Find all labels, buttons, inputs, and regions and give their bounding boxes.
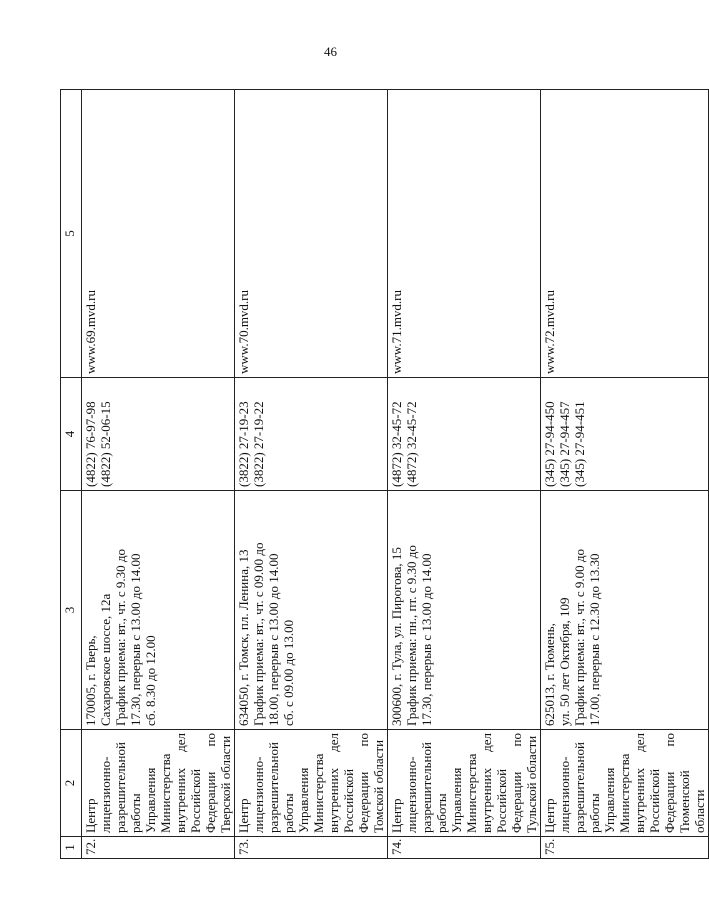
address-line: График приема: вт., чт. с 9.00 до xyxy=(572,548,587,726)
phone-number: (345) 27-94-457 xyxy=(557,401,572,487)
column-header-5: 5 xyxy=(61,90,82,378)
phone-number: (4872) 32-45-72 xyxy=(389,401,404,487)
address-line: 17.30, перерыв с 13.00 до 14.00 xyxy=(128,553,143,726)
address-schedule xyxy=(541,491,709,730)
address-line: Сахаровское шоссе, 12а xyxy=(98,593,113,726)
address-line: График приема: пн., пт. с 9.30 до xyxy=(404,545,419,726)
phones xyxy=(235,378,388,491)
address-line: График приема: вт., чт. с 9.30 до xyxy=(113,548,128,726)
phone-number: (345) 27-94-451 xyxy=(572,401,587,487)
rotated-table-container xyxy=(60,89,707,859)
address-line: сб. 8.30 до 12.00 xyxy=(143,635,158,726)
address-line: 17.00, перерыв с 12.30 до 13.30 xyxy=(587,553,602,726)
address-line: 170005, г. Тверь, xyxy=(83,635,98,726)
address-line: 625013, г. Тюмень, xyxy=(542,623,557,726)
website: www.70.mvd.ru xyxy=(235,90,388,378)
phone-number: (3822) 27-19-23 xyxy=(236,401,251,487)
table-row xyxy=(388,90,541,859)
address-schedule xyxy=(82,491,235,730)
table-row xyxy=(82,90,235,859)
row-number: 75. xyxy=(541,837,709,859)
address-schedule xyxy=(388,491,541,730)
organization-name: Центр лицензионно-разрешительной работы Управления Министерства внутренних дел Российской Федерации по Тульской области xyxy=(388,730,541,837)
column-header-3: 3 xyxy=(61,491,82,730)
column-header-1: 1 xyxy=(61,837,82,859)
table-row xyxy=(541,90,709,859)
address-line: сб. с 09.00 до 13.00 xyxy=(281,619,296,726)
phones xyxy=(388,378,541,491)
address-line: 634050, г. Томск, пл. Ленина, 13 xyxy=(236,549,251,726)
phone-number: (4872) 32-45-72 xyxy=(404,401,419,487)
organization-name: Центр лицензионно-разрешительной работы Управления Министерства внутренних дел Российской Федерации по Тверской области xyxy=(82,730,235,837)
address-line: График приема: вт., чт. с 09.00 до xyxy=(251,542,266,726)
phone-number: (3822) 27-19-22 xyxy=(251,401,266,487)
address-line: 17.30, перерыв с 13.00 до 14.00 xyxy=(419,553,434,726)
row-number: 74. xyxy=(388,837,541,859)
phone-number: (4822) 76-97-98 xyxy=(83,401,98,487)
address-schedule xyxy=(235,491,388,730)
website: www.72.mvd.ru xyxy=(541,90,709,378)
row-number: 73. xyxy=(235,837,388,859)
column-header-2: 2 xyxy=(61,730,82,837)
column-header-4: 4 xyxy=(61,378,82,491)
header-row xyxy=(61,90,82,859)
website: www.69.mvd.ru xyxy=(82,90,235,378)
phone-number: (345) 27-94-450 xyxy=(542,401,557,487)
phone-number: (4822) 52-06-15 xyxy=(98,401,113,487)
phones xyxy=(541,378,709,491)
phones xyxy=(82,378,235,491)
row-number: 72. xyxy=(82,837,235,859)
organization-name: Центр лицензионно-разрешительной работы Управления Министерства внутренних дел Российской Федерации по Тюменской области xyxy=(541,730,709,837)
address-line: 300600, г. Тула, ул. Пирогова, 15 xyxy=(389,547,404,726)
table-row xyxy=(235,90,388,859)
website: www.71.mvd.ru xyxy=(388,90,541,378)
contacts-table xyxy=(60,89,709,859)
address-line: 18.00, перерыв с 13.00 до 14.00 xyxy=(266,553,281,726)
address-line: ул. 50 лет Октября, 109 xyxy=(557,597,572,726)
organization-name: Центр лицензионно-разрешительной работы Управления Министерства внутренних дел Российской Федерации по Томской области xyxy=(235,730,388,837)
page-number: 46 xyxy=(324,44,337,59)
